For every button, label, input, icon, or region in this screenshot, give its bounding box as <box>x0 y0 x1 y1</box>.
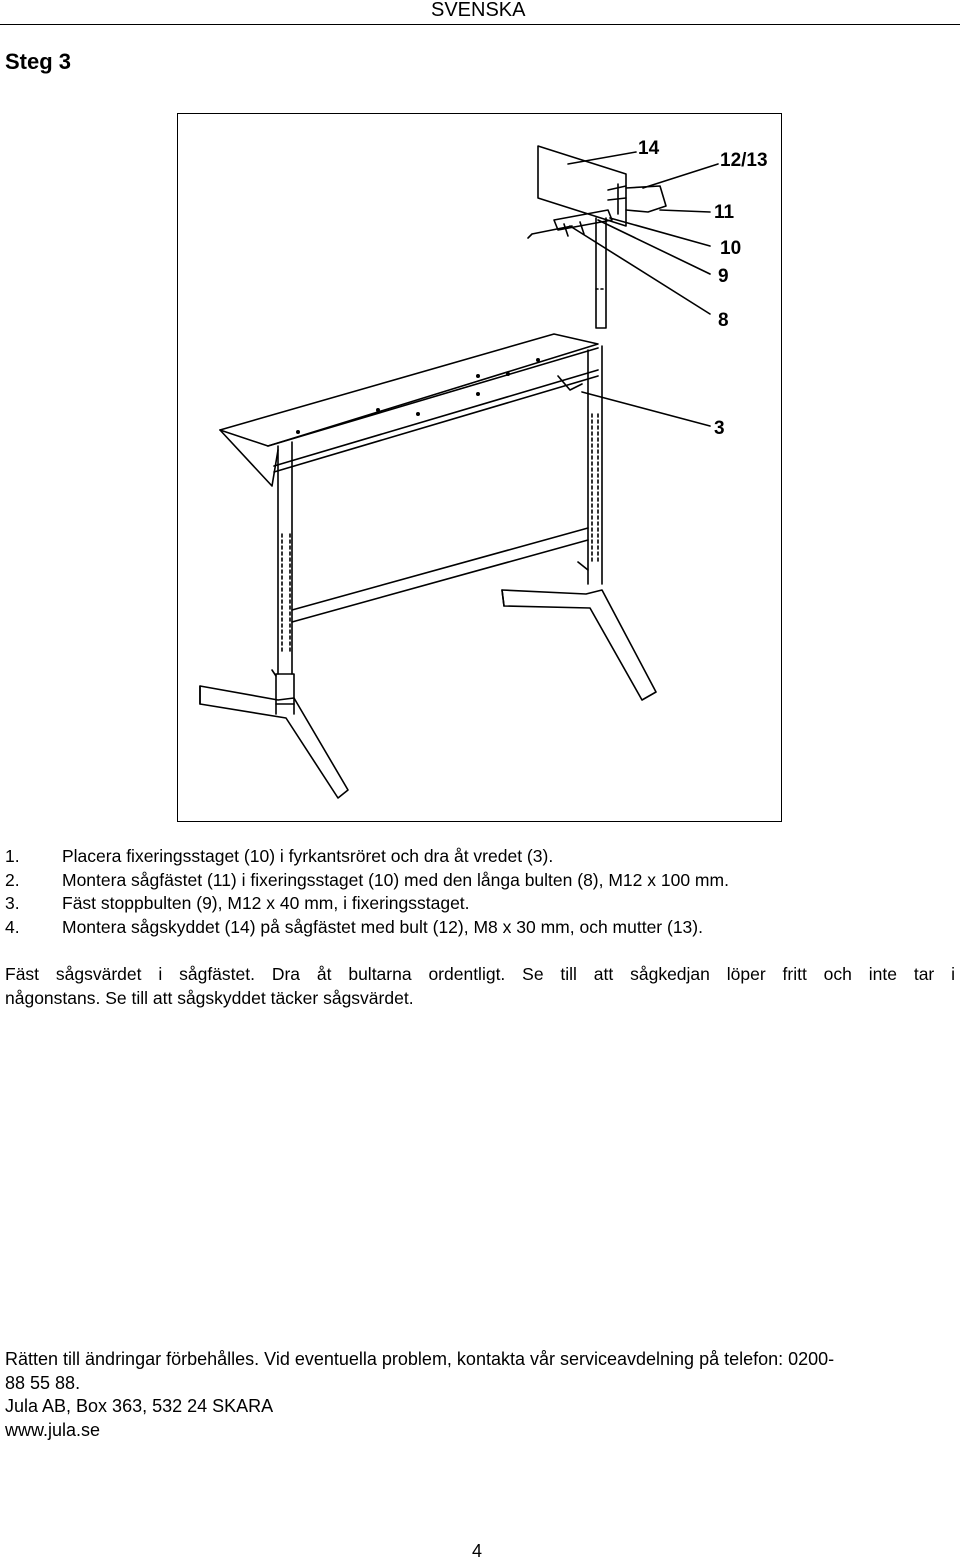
company-address: Jula AB, Box 363, 532 24 SKARA <box>5 1396 274 1416</box>
saw-bracket <box>626 186 666 212</box>
bracket-bolts <box>608 184 626 214</box>
callout-3: 3 <box>714 418 725 439</box>
left-foot <box>200 686 348 798</box>
step-item <box>5 916 955 940</box>
step-text: Montera sågfästet (11) i fixeringsstaget (10) med den långa bulten (8), M12 x 100 mm. <box>62 869 729 890</box>
top-beam <box>274 370 598 472</box>
step-item <box>5 845 955 869</box>
callout-9: 9 <box>718 266 729 287</box>
paragraph-line-1: Fäst sågsvärdet i sågfästet. Dra åt bultarna ordentligt. Se till att sågkedjan löper fritt och inte tar i <box>5 964 955 984</box>
instruction-paragraph <box>5 962 955 1010</box>
step-item <box>5 892 955 916</box>
step-number: 1. <box>5 846 20 866</box>
notice-line-1: Rätten till ändringar förbehålles. Vid eventuella problem, kontakta vår serviceavdelning på telefon: 0200- <box>5 1349 835 1369</box>
callout-10: 10 <box>720 238 742 259</box>
step-number: 4. <box>5 916 20 937</box>
fixing-rod <box>596 218 606 328</box>
right-foot <box>502 590 656 700</box>
step-text: Fäst stoppbulten (9), M12 x 40 mm, i fixeringsstaget. <box>62 893 470 913</box>
paragraph-line-2: någonstans. Se till att sågskyddet täcker sågsvärdet. <box>5 988 414 1008</box>
page-footer <box>5 1348 955 1442</box>
step-item <box>5 869 955 893</box>
website-link[interactable]: www.jula.se <box>5 1419 101 1440</box>
step-text: Placera fixeringsstaget (10) i fyrkantsröret och dra åt vredet (3). <box>62 846 554 866</box>
leader-12-13 <box>643 164 718 188</box>
callout-14: 14 <box>638 138 660 159</box>
step-text: Montera sågskyddet (14) på sågfästet med bult (12), M8 x 30 mm, och mutter (13). <box>62 916 703 937</box>
leader-9 <box>598 220 710 274</box>
step-title: Steg 3 <box>5 49 72 74</box>
language-label: SVENSKA <box>431 0 526 21</box>
page-number: 4 <box>472 1541 483 1561</box>
step-number: 3. <box>5 893 20 913</box>
trough-front-lip <box>220 430 278 486</box>
lower-crossbar <box>292 528 588 622</box>
right-upper-leg <box>588 346 602 584</box>
trough-top <box>220 334 598 446</box>
saw-guard-plate <box>538 146 626 226</box>
notice-line-2: 88 55 88. <box>5 1372 81 1393</box>
callout-8: 8 <box>718 310 729 331</box>
assembly-diagram <box>177 113 782 822</box>
page-header <box>0 0 960 25</box>
callout-12-13: 12/13 <box>720 150 768 171</box>
leader-10 <box>610 218 710 246</box>
assembly-steps <box>5 845 955 939</box>
leader-8 <box>570 226 710 314</box>
callout-11: 11 <box>714 202 735 223</box>
leader-11 <box>660 210 710 212</box>
step-number: 2. <box>5 869 20 890</box>
sawhorse-drawing <box>178 114 781 821</box>
